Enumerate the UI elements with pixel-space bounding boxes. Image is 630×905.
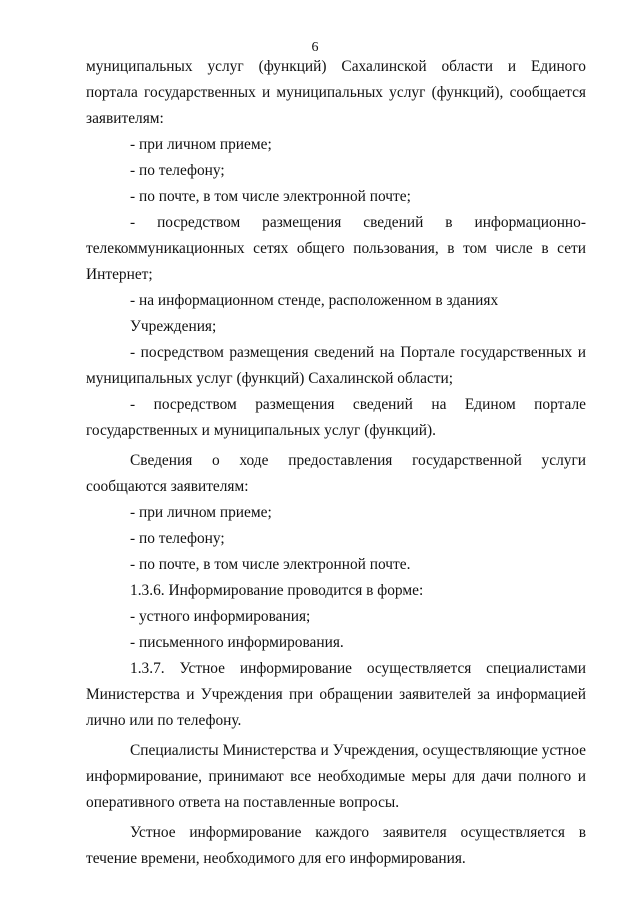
list-item: - по телефону; <box>130 162 225 179</box>
list-item: - письменного информирования. <box>130 634 344 651</box>
page-number: 6 <box>311 40 319 55</box>
list-item: - посредством размещения сведений на Портале государственных и муниципальных услуг (функций) Сахалинской области; <box>86 344 586 387</box>
paragraph-continuation-line: муниципальных услуг (функций) Сахалинской области и Единого <box>86 58 586 75</box>
paragraph: Специалисты Министерства и Учреждения, осуществляющие устное информирование, принимают все необходимые меры для дачи полного и оперативного ответа на поставленные вопросы. <box>86 742 586 811</box>
list-item: - посредством размещения сведений на Едином портале государственных и муниципальных услуг (функций). <box>86 396 586 439</box>
list-item: - по почте, в том числе электронной почте; <box>130 188 411 205</box>
paragraph-continuation: портала государственных и муниципальных услуг (функций), сообщается заявителям: <box>86 84 586 127</box>
document-body <box>86 54 586 872</box>
paragraph: Устное информирование каждого заявителя осуществляется в течение времени, необходимого для его информирования. <box>86 824 586 867</box>
list-item: - устного информирования; <box>130 608 311 625</box>
list-item: - по телефону; <box>130 530 225 547</box>
list-item: - на информационном стенде, расположенном в зданиях Учреждения; <box>130 292 499 335</box>
paragraph: Сведения о ходе предоставления государственной услуги сообщаются заявителям: <box>86 452 586 495</box>
list-item: - при личном приеме; <box>130 504 272 521</box>
list-item: - при личном приеме; <box>130 136 272 153</box>
list-item: - посредством размещения сведений в информационно-телекоммуникационных сетях общего пользования, в том числе в сети Интернет; <box>86 214 586 283</box>
list-item: - по почте, в том числе электронной почте. <box>130 556 411 573</box>
paragraph: 1.3.7. Устное информирование осуществляется специалистами Министерства и Учреждения при обращении заявителей за информацией лично или по телефону. <box>86 660 586 729</box>
section-heading: 1.3.6. Информирование проводится в форме: <box>130 582 424 599</box>
